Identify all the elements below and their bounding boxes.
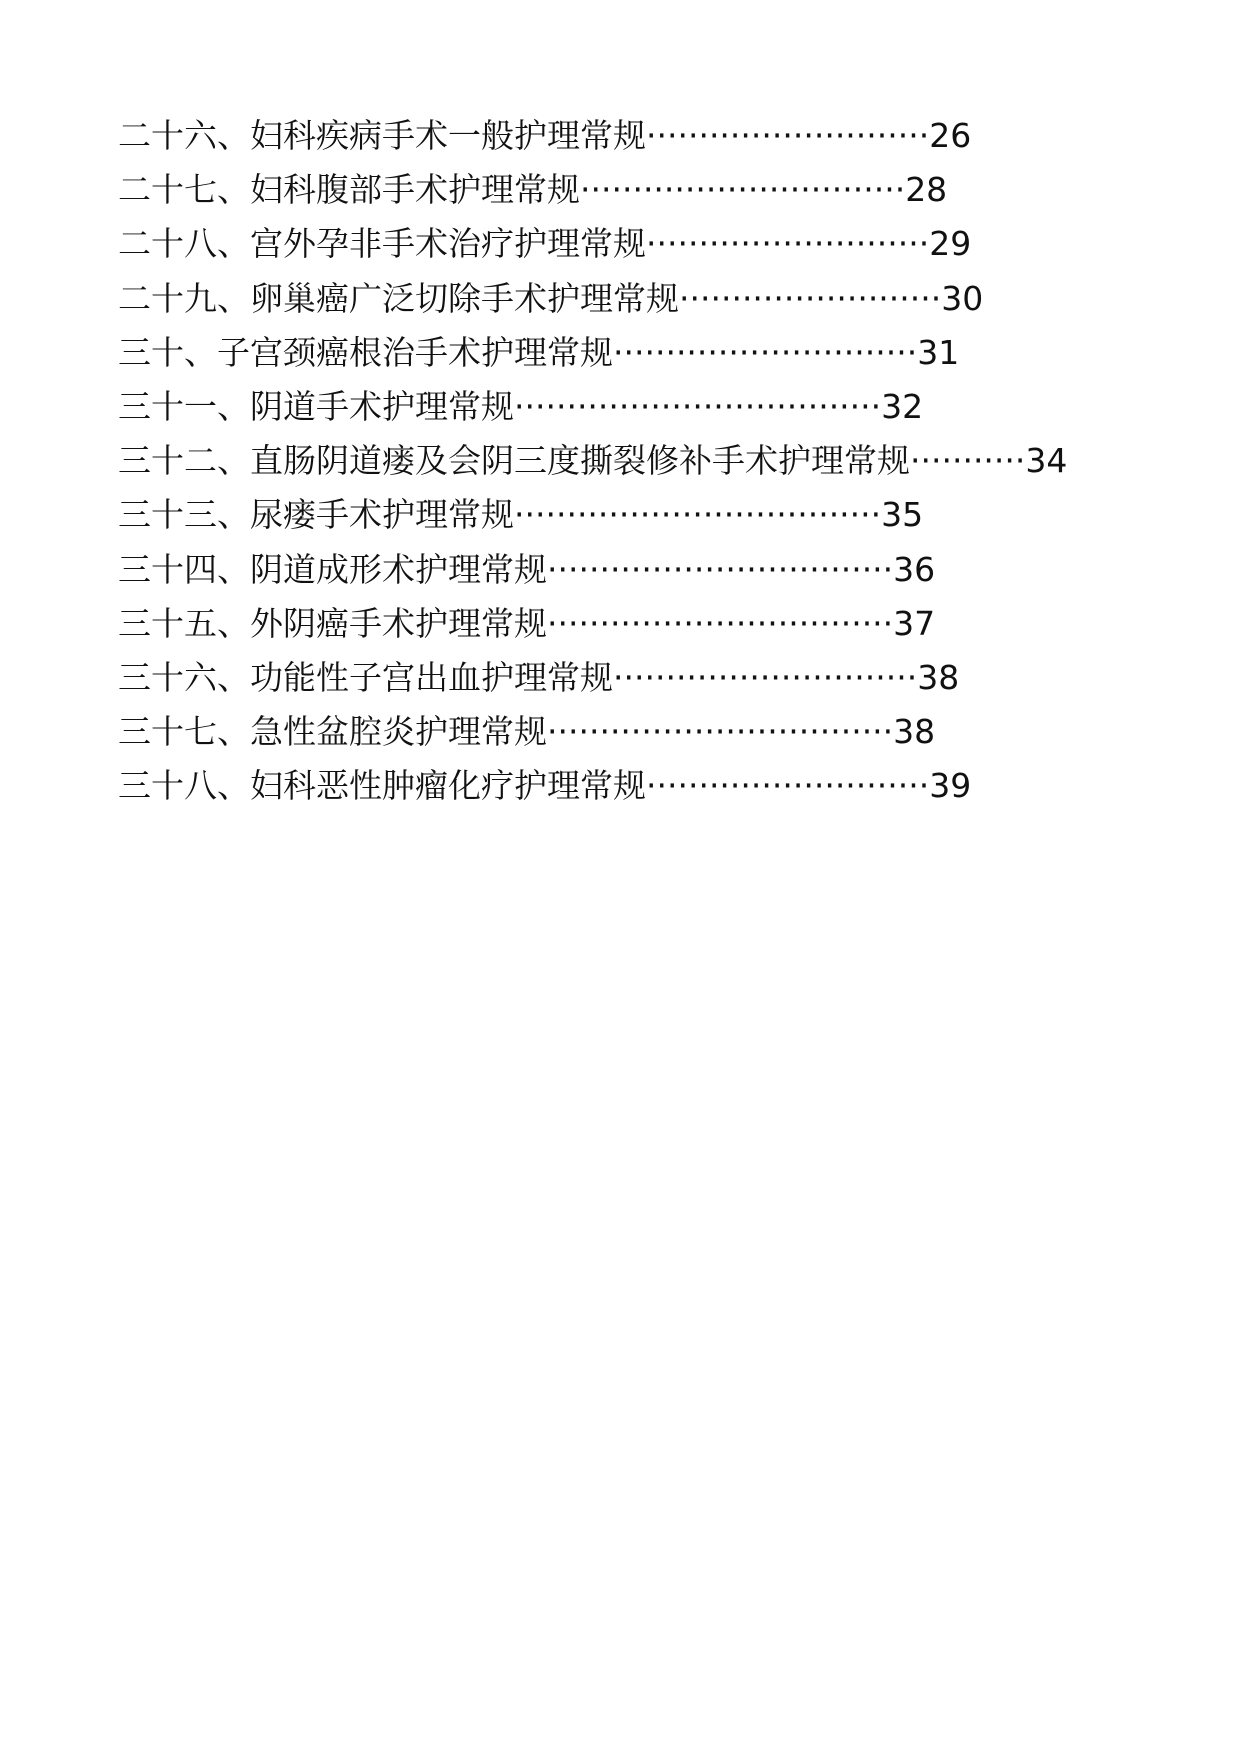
toc-leader-dots: ···························	[646, 224, 930, 264]
toc-page-number: 29	[929, 224, 972, 264]
toc-leader-dots: ·································	[547, 603, 894, 643]
toc-entry[interactable]	[118, 651, 1118, 705]
toc-entry[interactable]	[118, 434, 1118, 488]
toc-leader-dots: ···························	[646, 766, 930, 806]
toc-leader-dots: ·························	[679, 278, 942, 318]
toc-entry-title: 二十八、宫外孕非手术治疗护理常规	[118, 224, 646, 264]
toc-leader-dots: ·································	[547, 712, 894, 752]
toc-leader-dots: ·································	[547, 549, 894, 589]
toc-entry-title: 三十、子宫颈癌根治手术护理常规	[118, 332, 613, 372]
toc-entry-title: 三十六、功能性子宫出血护理常规	[118, 657, 613, 697]
toc-leader-dots: ·····························	[613, 332, 918, 372]
toc-page-number: 34	[1025, 441, 1068, 481]
toc-page-number: 36	[893, 549, 936, 589]
toc-entry[interactable]	[118, 488, 1118, 542]
toc-page-number: 31	[917, 332, 960, 372]
toc-leader-dots: ···································	[514, 386, 882, 426]
toc-entry-title: 三十三、尿瘘手术护理常规	[118, 495, 514, 535]
toc-entry[interactable]	[118, 163, 1118, 217]
toc-entry[interactable]	[118, 380, 1118, 434]
toc-entry-title: 三十一、阴道手术护理常规	[118, 386, 514, 426]
toc-page-number: 39	[929, 766, 972, 806]
toc-entry[interactable]	[118, 109, 1118, 163]
toc-entry-title: 三十二、直肠阴道瘘及会阴三度撕裂修补手术护理常规	[118, 441, 910, 481]
toc-entry-title: 二十九、卵巢癌广泛切除手术护理常规	[118, 278, 679, 318]
table-of-contents	[118, 109, 1118, 813]
toc-entry[interactable]	[118, 272, 1118, 326]
toc-leader-dots: ·······························	[580, 170, 906, 210]
toc-entry[interactable]	[118, 217, 1118, 271]
toc-page-number: 30	[941, 278, 984, 318]
toc-leader-dots: ···········	[910, 441, 1026, 481]
toc-entry-title: 三十五、外阴癌手术护理常规	[118, 603, 547, 643]
toc-entry-title: 三十四、阴道成形术护理常规	[118, 549, 547, 589]
toc-entry[interactable]	[118, 759, 1118, 813]
toc-page-number: 38	[917, 657, 960, 697]
toc-page-number: 38	[893, 712, 936, 752]
toc-entry[interactable]	[118, 597, 1118, 651]
toc-entry[interactable]	[118, 543, 1118, 597]
toc-page-number: 26	[929, 116, 972, 155]
toc-page-number: 37	[893, 603, 936, 643]
toc-entry-title: 二十七、妇科腹部手术护理常规	[118, 170, 580, 210]
toc-entry-title: 三十八、妇科恶性肿瘤化疗护理常规	[118, 766, 646, 806]
toc-entry-title: 二十六、妇科疾病手术一般护理常规	[118, 116, 646, 155]
toc-page-number: 32	[881, 386, 924, 426]
toc-leader-dots: ·····························	[613, 657, 918, 697]
toc-leader-dots: ···································	[514, 495, 882, 535]
toc-entry[interactable]	[118, 326, 1118, 380]
toc-entry-title: 三十七、急性盆腔炎护理常规	[118, 712, 547, 752]
toc-page-number: 35	[881, 495, 924, 535]
toc-leader-dots: ···························	[646, 116, 930, 155]
toc-page-number: 28	[905, 170, 948, 210]
toc-entry[interactable]	[118, 705, 1118, 759]
